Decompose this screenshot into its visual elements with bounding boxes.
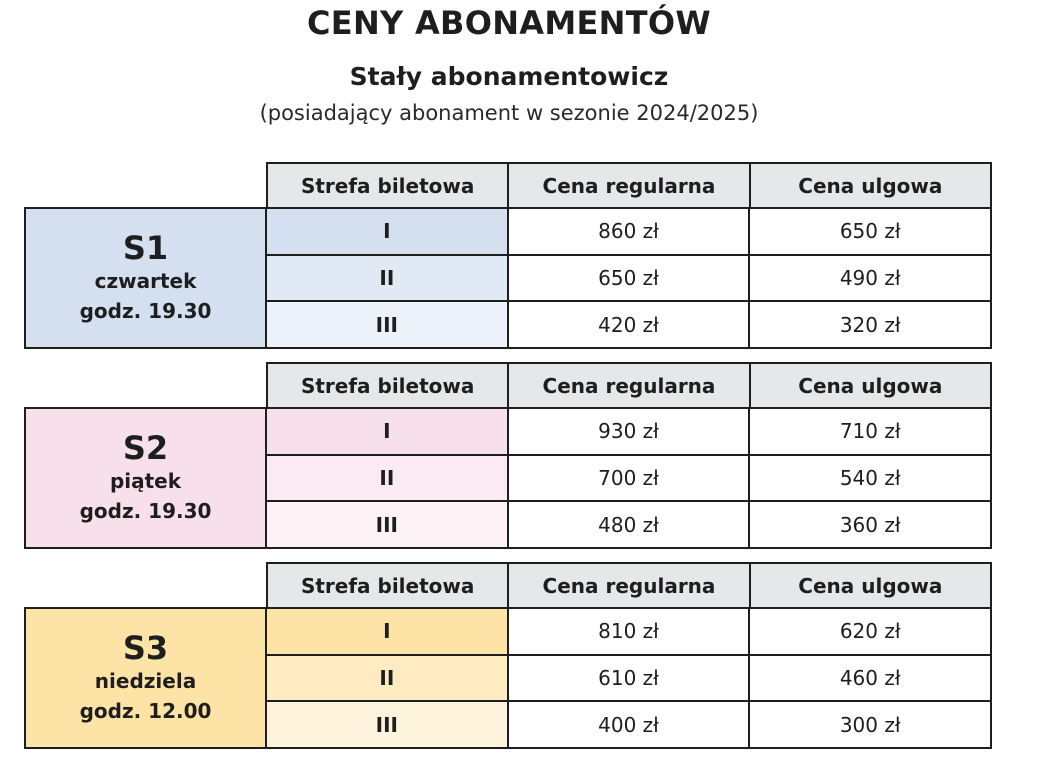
- table-row: [267, 456, 990, 503]
- reduced-price-cell: 650 zł: [750, 209, 990, 254]
- series-time: godz. 12.00: [79, 699, 212, 723]
- regular-price-cell: 700 zł: [509, 456, 751, 501]
- reduced-price-cell: 540 zł: [750, 456, 990, 501]
- zone-cell: III: [267, 702, 509, 747]
- series-code: S3: [122, 629, 169, 667]
- reduced-price-cell: 710 zł: [750, 409, 990, 454]
- reduced-price-cell: 320 zł: [750, 302, 990, 347]
- regular-price-cell: 480 zł: [509, 502, 751, 547]
- page-title: CENY ABONAMENTÓW: [307, 4, 711, 42]
- table-row: [267, 209, 990, 256]
- header-reduced: Cena ulgowa: [751, 564, 990, 607]
- zone-cell: I: [267, 409, 509, 454]
- regular-price-cell: 400 zł: [509, 702, 751, 747]
- series-label: [26, 209, 267, 347]
- zone-cell: III: [267, 302, 509, 347]
- series-label: [26, 409, 267, 547]
- header-reduced: Cena ulgowa: [751, 364, 990, 407]
- series-day: niedziela: [94, 669, 197, 693]
- table-body: [24, 407, 992, 549]
- table-row: [267, 409, 990, 456]
- table-header: [266, 362, 992, 409]
- table-row: [267, 702, 990, 747]
- page-subtitle: Stały abonamentowicz: [349, 62, 669, 91]
- reduced-price-cell: 460 zł: [750, 656, 990, 701]
- series-day: czwartek: [94, 269, 197, 293]
- series-time: godz. 19.30: [79, 299, 212, 323]
- table-rows: [267, 409, 990, 547]
- reduced-price-cell: 490 zł: [750, 256, 990, 301]
- regular-price-cell: 420 zł: [509, 302, 751, 347]
- table-header: [266, 562, 992, 609]
- series-label: [26, 609, 267, 747]
- header-zone: Strefa biletowa: [268, 364, 509, 407]
- series-code: S1: [122, 229, 169, 267]
- zone-cell: I: [267, 609, 509, 654]
- reduced-price-cell: 620 zł: [750, 609, 990, 654]
- header-zone: Strefa biletowa: [268, 564, 509, 607]
- header-regular: Cena regularna: [509, 364, 750, 407]
- regular-price-cell: 810 zł: [509, 609, 751, 654]
- table-row: [267, 656, 990, 703]
- table-header: [266, 162, 992, 209]
- regular-price-cell: 650 zł: [509, 256, 751, 301]
- header-zone: Strefa biletowa: [268, 164, 509, 207]
- table-rows: [267, 209, 990, 347]
- header-regular: Cena regularna: [509, 564, 750, 607]
- reduced-price-cell: 360 zł: [750, 502, 990, 547]
- series-time: godz. 19.30: [79, 499, 212, 523]
- zone-cell: I: [267, 209, 509, 254]
- regular-price-cell: 610 zł: [509, 656, 751, 701]
- header-reduced: Cena ulgowa: [751, 164, 990, 207]
- table-row: [267, 609, 990, 656]
- table-row: [267, 502, 990, 547]
- zone-cell: II: [267, 656, 509, 701]
- series-code: S2: [122, 429, 169, 467]
- regular-price-cell: 860 zł: [509, 209, 751, 254]
- zone-cell: II: [267, 256, 509, 301]
- season-note: (posiadający abonament w sezonie 2024/2025): [259, 101, 759, 125]
- table-rows: [267, 609, 990, 747]
- zone-cell: III: [267, 502, 509, 547]
- table-row: [267, 302, 990, 347]
- series-day: piątek: [109, 469, 182, 493]
- table-body: [24, 207, 992, 349]
- zone-cell: II: [267, 456, 509, 501]
- table-body: [24, 607, 992, 749]
- regular-price-cell: 930 zł: [509, 409, 751, 454]
- header-regular: Cena regularna: [509, 164, 750, 207]
- table-row: [267, 256, 990, 303]
- reduced-price-cell: 300 zł: [750, 702, 990, 747]
